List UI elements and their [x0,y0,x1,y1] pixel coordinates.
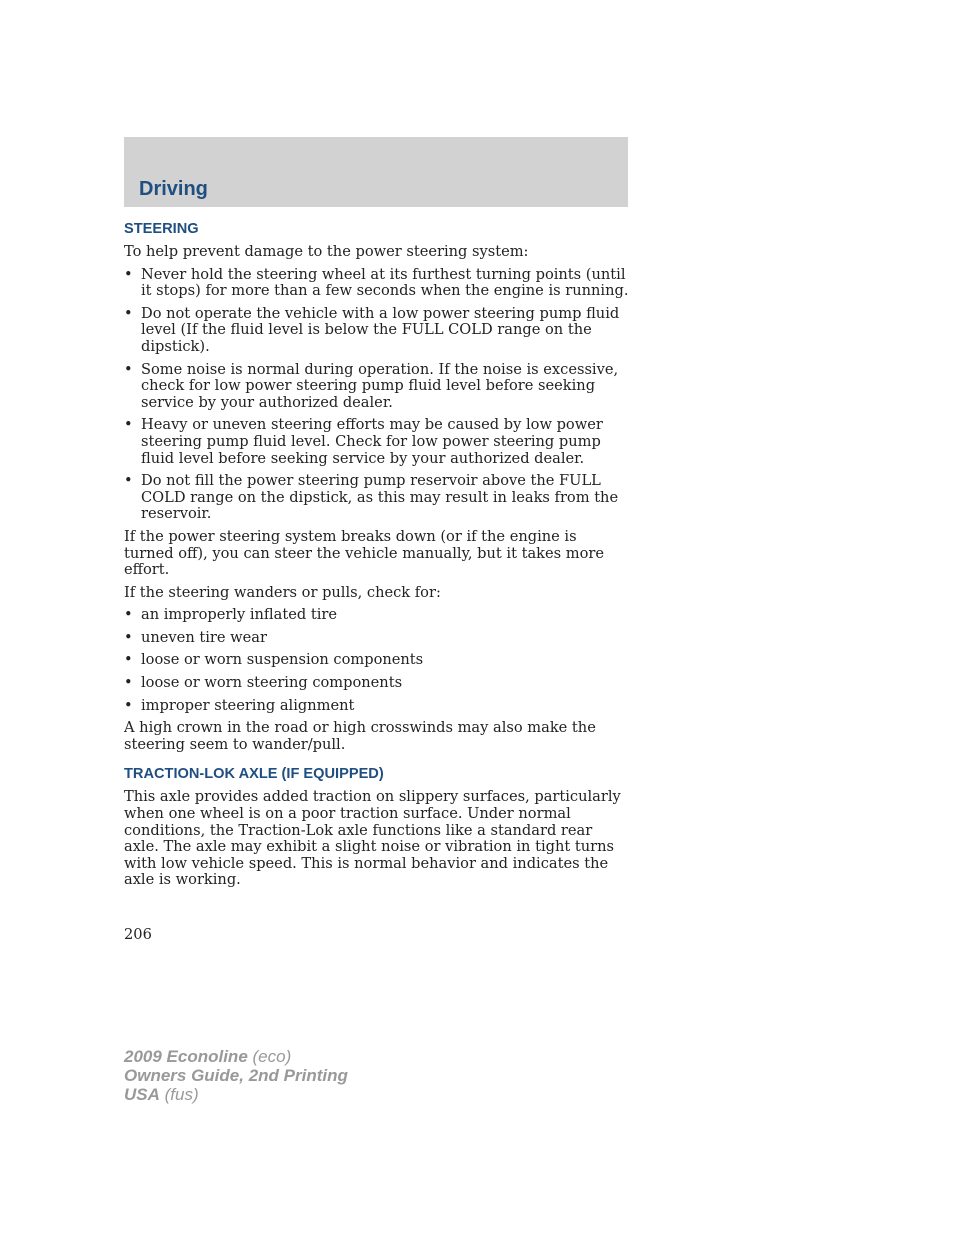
bullet-icon: • [124,696,133,714]
bullet-icon: • [124,360,133,378]
bullet-icon: • [124,304,133,322]
list-item: • loose or worn steering components [124,674,403,692]
list-item: • Do not fill the power steering pump reservoir above the FULL COLD range on the dipstick, as this may result in leaks from the reservoir. [124,472,619,523]
bullet-icon: • [124,416,133,434]
bullet-icon: • [124,628,133,646]
bullet-icon: • [124,606,133,624]
list-item: • Heavy or uneven steering efforts may be caused by low power steering pump fluid level. Check for low power steering pump fluid level before seeking service by your authorized dealer. [124,416,603,467]
list-item: • Some noise is normal during operation. If the noise is excessive, check for low power steering pump fluid level before seeking service by your authorized dealer. [124,360,619,411]
list-item: • loose or worn suspension components [124,651,424,669]
document-footer [124,1047,348,1104]
list-item: • Do not operate the vehicle with a low power steering pump fluid level (If the fluid level is below the FULL COLD range on the dipstick). [124,304,620,355]
page-content [124,220,630,895]
list-item: • uneven tire wear [124,628,267,646]
footer-model-code: (eco) [252,1047,292,1066]
footer-market-code: (fus) [164,1085,199,1104]
steering-crown-paragraph: A high crown in the road or high crosswinds may also make the steering seem to wander/pull. [124,719,596,753]
steering-heading: STEERING [124,221,199,237]
list-item: • Never hold the steering wheel at its furthest turning points (until it stops) for more than a few seconds when the engine is running. [124,265,629,300]
bullet-icon: • [124,265,133,283]
bullet-icon: • [124,651,133,669]
footer-line-2 [124,1066,348,1085]
list-item: • an improperly inflated tire [124,606,337,624]
section-title: Driving [139,178,208,200]
tractionlok-heading: TRACTION-LOK AXLE (IF EQUIPPED) [124,766,384,783]
footer-line-1 [124,1047,348,1066]
tractionlok-body: This axle provides added traction on slippery surfaces, particularly when one wheel is on a poor traction surface. Under normal conditions, the Traction-Lok axle functions like a standard rear axle. The axle may exhibit a slight noise or vibration in tight turns with low vehicle speed. This is normal behavior and indicates the axle is working. [124,788,621,889]
footer-line-3 [124,1085,348,1104]
steering-check-list [124,607,630,714]
page-number: 206 [124,926,152,943]
section-header-band [124,137,628,207]
steering-breakdown-paragraph: If the power steering system breaks down (or if the engine is turned off), you can steer the vehicle manually, but it takes more effort. [124,527,604,579]
footer-guide: Owners Guide, 2nd Printing [124,1066,348,1085]
list-item: • improper steering alignment [124,696,355,714]
steering-wanders-paragraph: If the steering wanders or pulls, check for: [124,583,441,601]
steering-precautions-list [124,267,630,523]
tractionlok-section [124,765,630,889]
steering-intro: To help prevent damage to the power steering system: [124,243,529,260]
bullet-icon: • [124,674,133,692]
footer-model: 2009 Econoline [124,1047,248,1066]
footer-market: USA [124,1085,160,1104]
bullet-icon: • [124,472,133,490]
